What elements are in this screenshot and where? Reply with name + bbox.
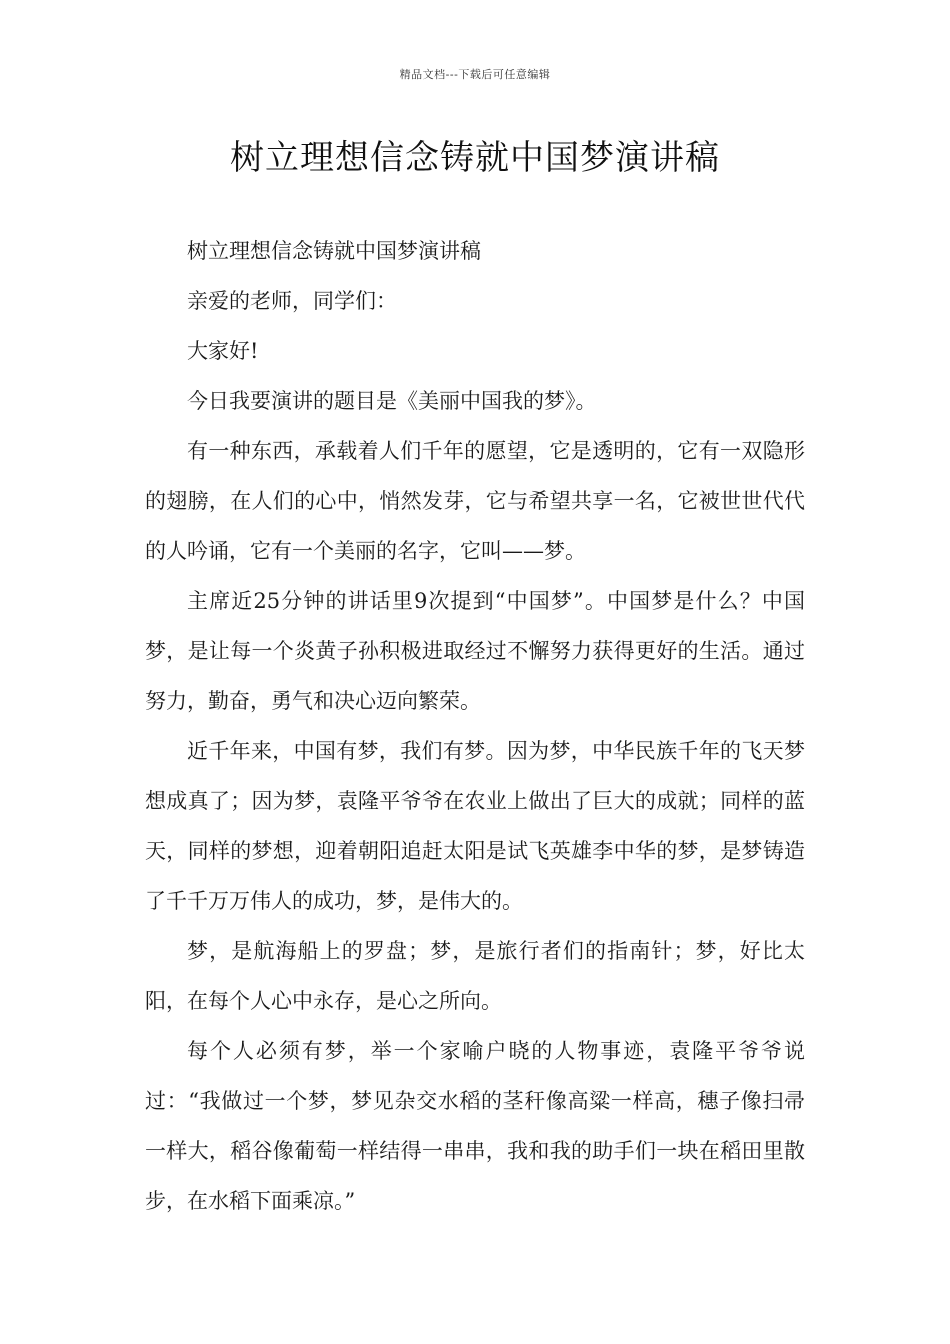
paragraph-body: 近千年来，中国有梦，我们有梦。因为梦，中华民族千年的飞天梦想成真了；因为梦，袁隆平爷爷在农业上做出了巨大的成就；同样的蓝天，同样的梦想，迎着朝阳追赶太阳是试飞英雄李中华的梦，是梦铸造了千千万万伟人的成功，梦，是伟大的。 — [145, 739, 805, 913]
paragraph-body: 主席近25分钟的讲话里9次提到“中国梦”。中国梦是什么？中国梦，是让每一个炎黄子孙积极进取经过不懈努力获得更好的生活。通过努力，勤奋，勇气和决心迈向繁荣。 — [145, 589, 805, 713]
document-title: 树立理想信念铸就中国梦演讲稿 — [230, 138, 720, 178]
paragraph-topic: 今日我要演讲的题目是《美丽中国我的梦》。 — [187, 389, 597, 413]
paragraph-body: 每个人必须有梦，举一个家喻户晓的人物事迹，袁隆平爷爷说过：“我做过一个梦，梦见杂交水稻的茎秆像高粱一样高，穗子像扫帚一样大，稻谷像葡萄一样结得一串串，我和我的助手们一块在稻田里散步，在水稻下面乘凉。” — [145, 1039, 805, 1213]
header-note: 精品文档---下载后可任意编辑 — [399, 68, 551, 81]
paragraph-greeting: 大家好! — [187, 339, 259, 363]
paragraph-body: 梦，是航海船上的罗盘；梦，是旅行者们的指南针；梦，好比太阳，在每个人心中永存，是心之所向。 — [145, 939, 805, 1013]
paragraph-subtitle: 树立理想信念铸就中国梦演讲稿 — [187, 239, 481, 263]
paragraph-body: 有一种东西，承载着人们千年的愿望，它是透明的，它有一双隐形的翅膀，在人们的心中，悄然发芽，它与希望共享一名，它被世世代代的人吟诵，它有一个美丽的名字，它叫——梦。 — [145, 439, 805, 563]
document-body — [145, 226, 805, 1226]
paragraph-salutation: 亲爱的老师，同学们： — [187, 289, 397, 313]
